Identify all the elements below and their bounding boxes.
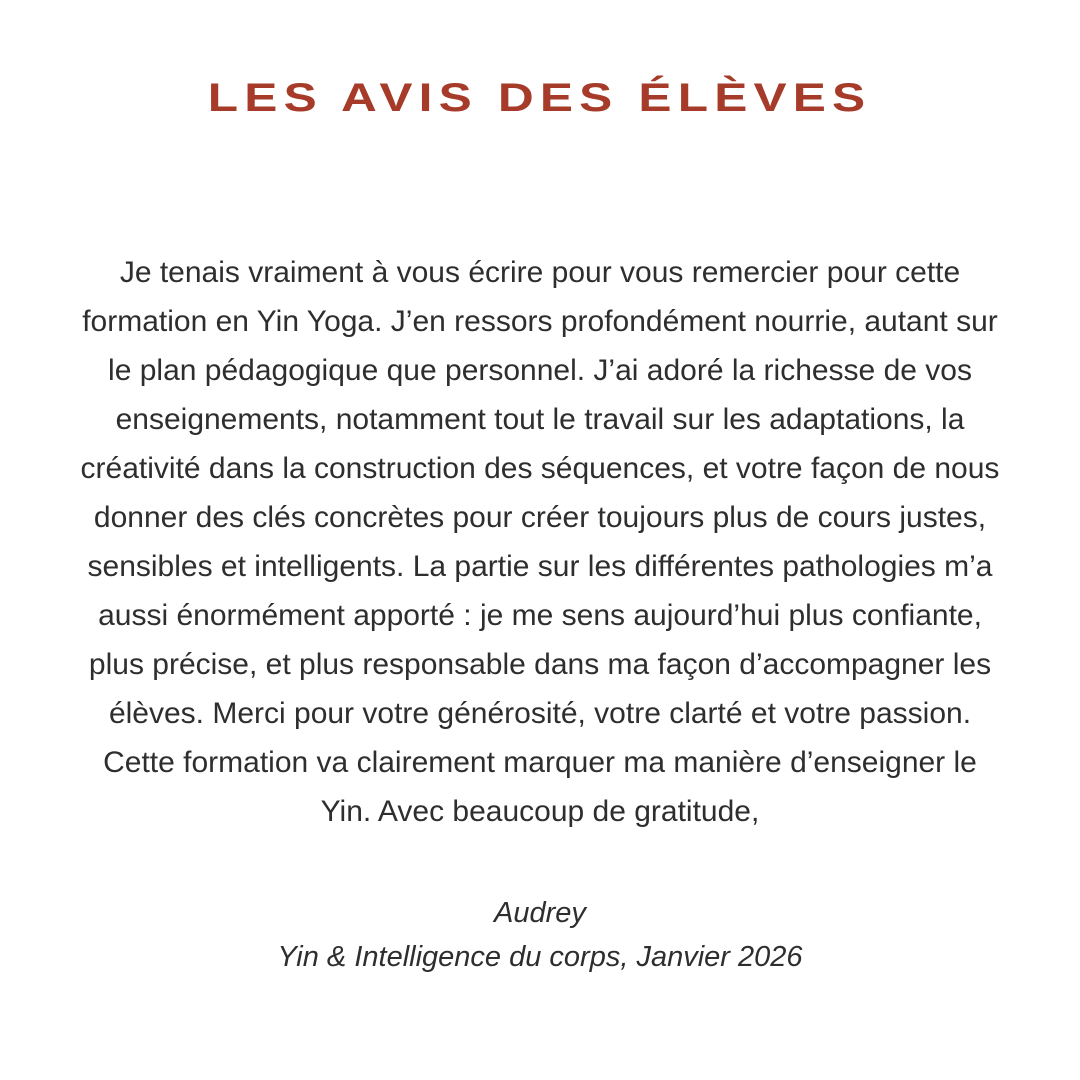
testimonial-line: le plan pédagogique que personnel. J’ai adoré la richesse de vos bbox=[108, 354, 972, 387]
reviewer-name: Audrey bbox=[494, 897, 586, 929]
testimonial-line: donner des clés concrètes pour créer toujours plus de cours justes, bbox=[93, 501, 987, 534]
testimonial-line: sensibles et intelligents. La partie sur les différentes pathologies m’a bbox=[87, 550, 993, 583]
testimonial-line: créativité dans la construction des séquences, et votre façon de nous bbox=[80, 452, 1000, 485]
testimonial-line: Cette formation va clairement marquer ma manière d’enseigner le bbox=[103, 746, 977, 779]
testimonial-line: plus précise, et plus responsable dans ma façon d’accompagner les bbox=[88, 648, 992, 681]
testimonial-line: élèves. Merci pour votre générosité, votre clarté et votre passion. bbox=[108, 697, 972, 730]
testimonial-line: Je tenais vraiment à vous écrire pour vous remercier pour cette bbox=[119, 256, 961, 289]
testimonial-text bbox=[0, 248, 1080, 836]
review-source: Yin & Intelligence du corps, Janvier 2026 bbox=[277, 941, 803, 973]
attribution bbox=[0, 891, 1080, 979]
page-title: LES AVIS DES ÉLÈVES bbox=[208, 76, 872, 120]
testimonial-line: aussi énormément apporté : je me sens aujourd’hui plus confiante, bbox=[98, 599, 982, 632]
testimonial-line: formation en Yin Yoga. J’en ressors profondément nourrie, autant sur bbox=[82, 305, 998, 338]
testimonial-line: Yin. Avec beaucoup de gratitude, bbox=[320, 795, 760, 828]
testimonial-line: enseignements, notamment tout le travail sur les adaptations, la bbox=[115, 403, 965, 436]
title-wrap bbox=[0, 0, 1080, 121]
